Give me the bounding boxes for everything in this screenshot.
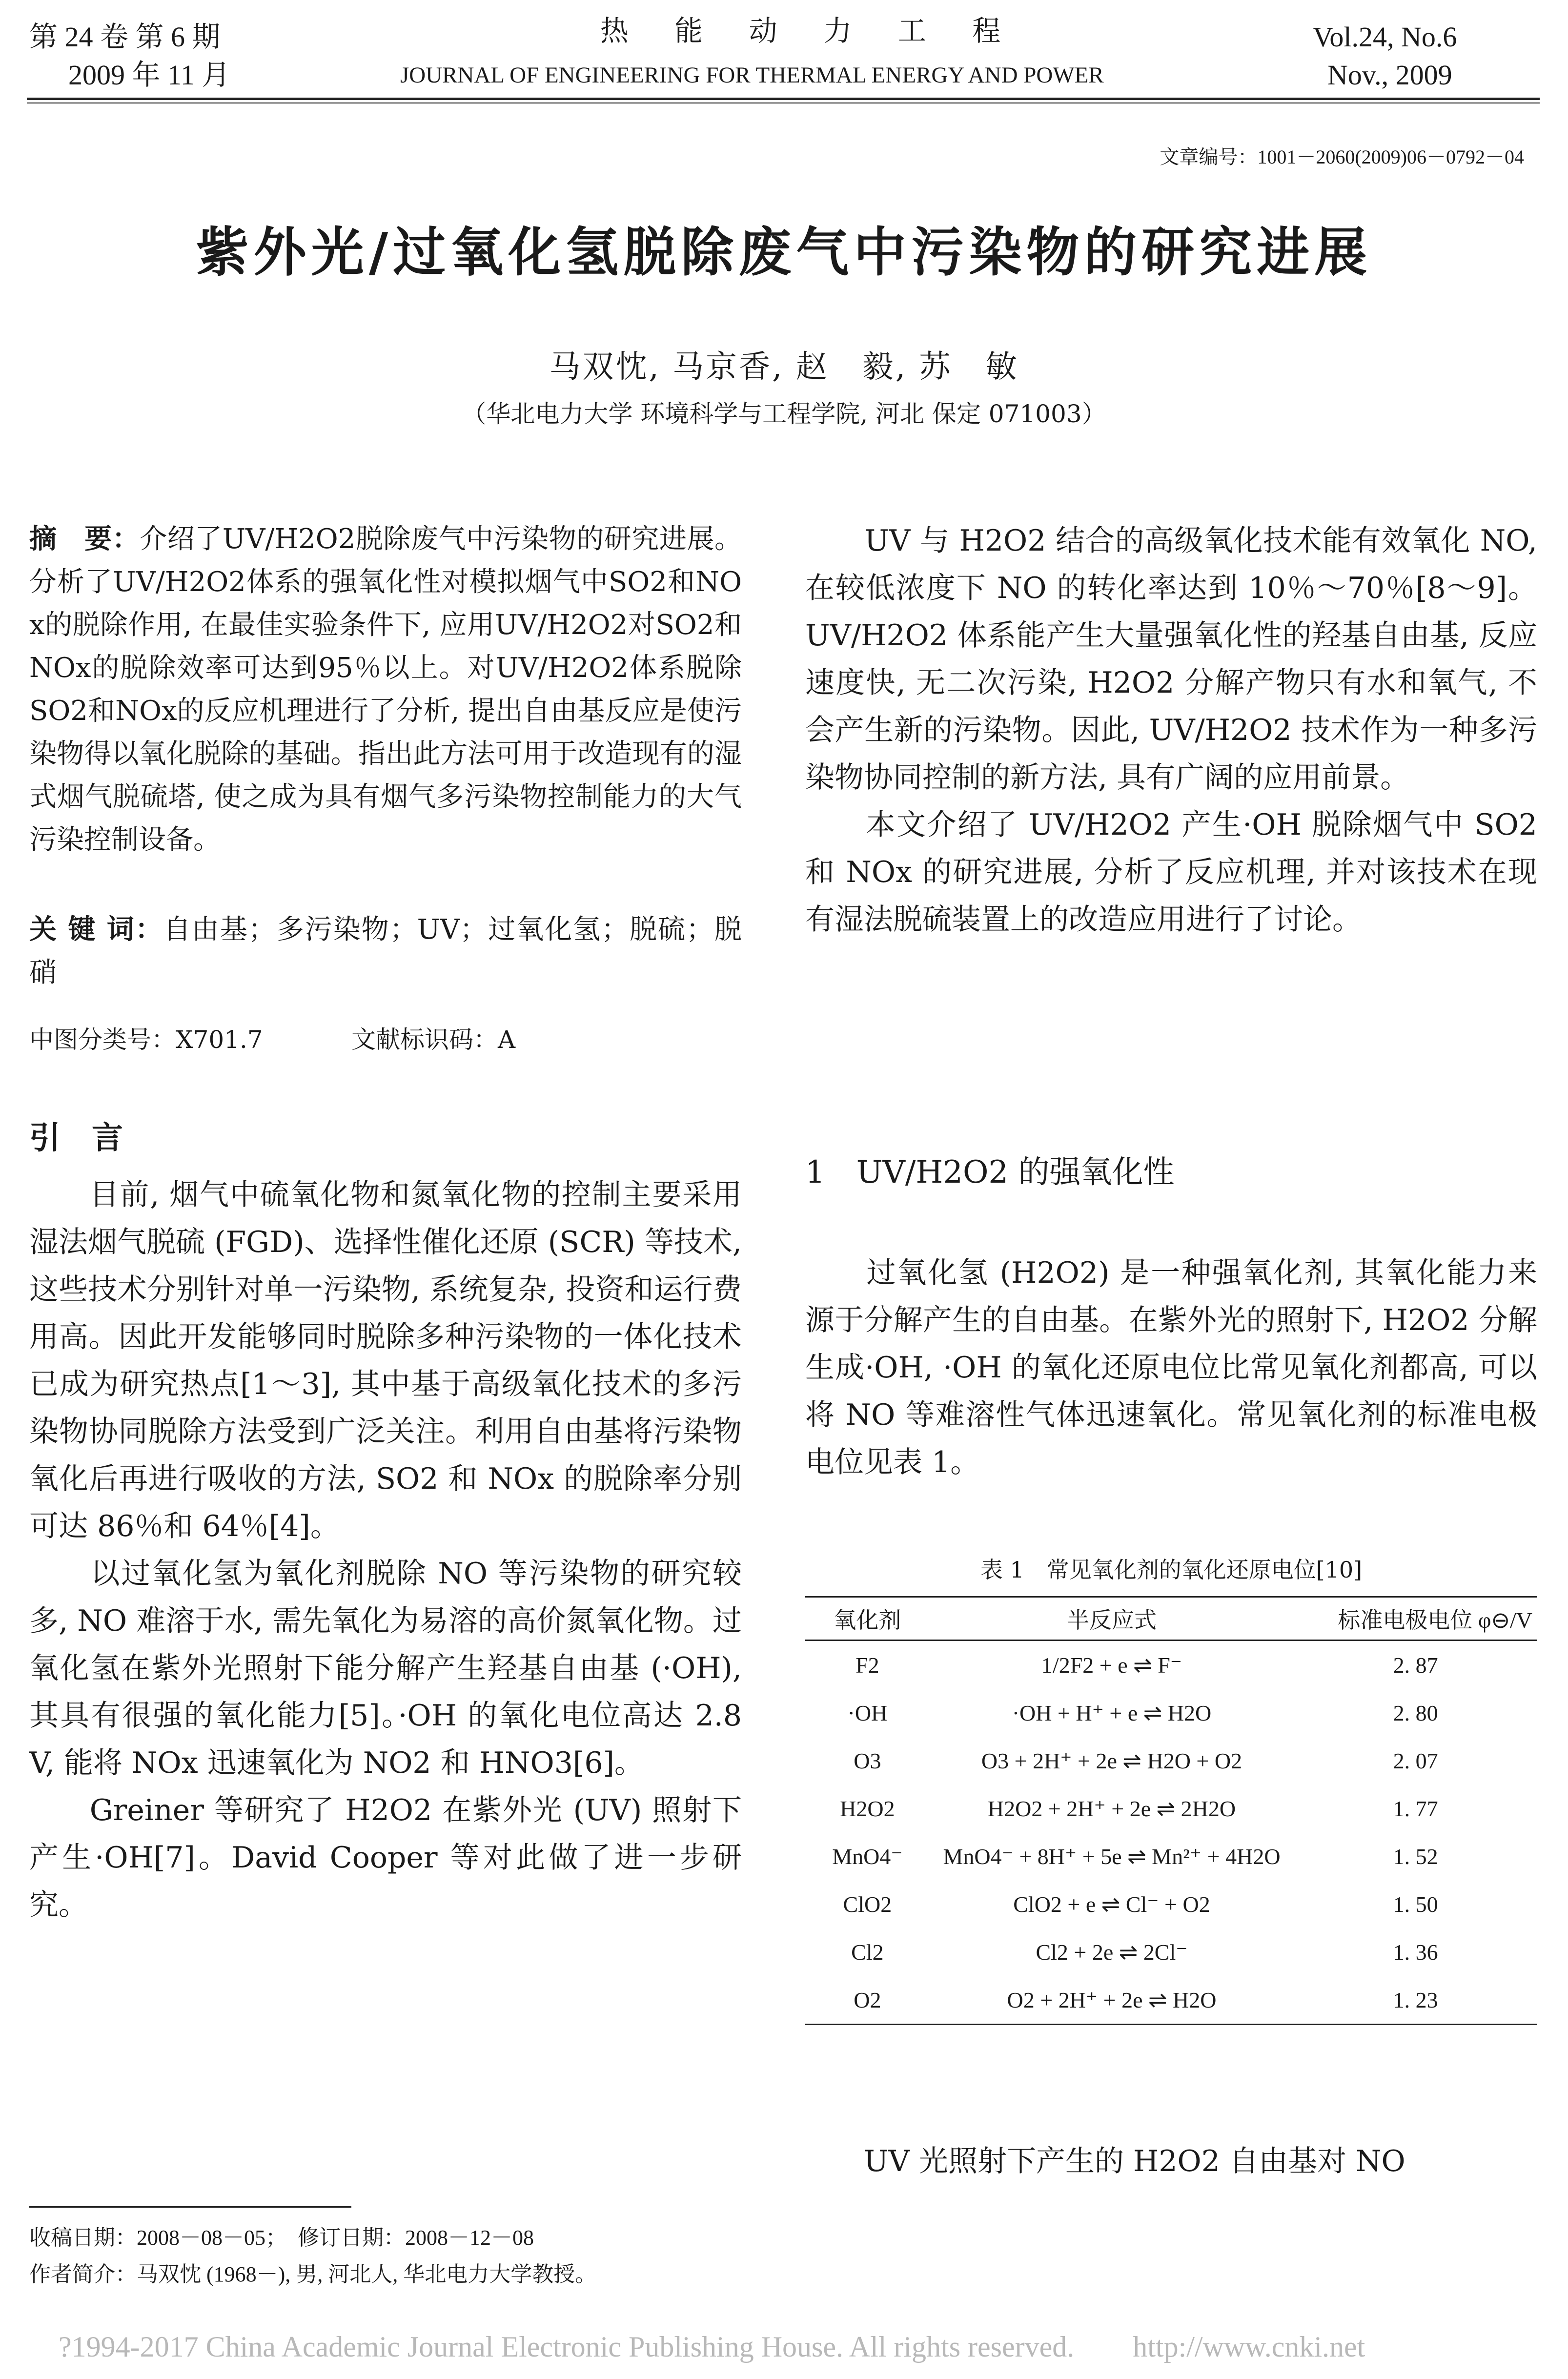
table-row: [805, 1784, 1537, 1832]
table-row: [805, 1928, 1537, 1976]
table-cell: Cl2: [851, 1939, 884, 1965]
table-cell: ·OH + H⁺ + e ⇌ H2O: [1012, 1701, 1212, 1725]
footnote-rule: [29, 2206, 351, 2208]
table-cell: ClO2: [843, 1891, 892, 1917]
journal-date-cn: 2009 年 11 月: [68, 59, 230, 91]
journal-name-cn: 热 能 动 力 工 程: [600, 15, 1020, 47]
right-paragraph-1: UV 与 H2O2 结合的高级氧化技术能有效氧化 NO, 在较低浓度下 NO 的转化率达到 10％～70％[8～9]。UV/H2O2 体系能产生大量强氧化性的羟基自由基, 反应速度快, 无二次污染, H2O2 分解产物只有水和氧气, 不会产生新的污染物。因此, UV/H2O2 技术作为一种多污染物协同控制的新方法, 具有广阔的应用前景。: [805, 524, 1537, 795]
table-cell: H2O2: [840, 1796, 895, 1821]
intro-heading: 引 言: [29, 1120, 123, 1156]
article-number: 文章编号：1001－2060(2009)06－0792－04: [1160, 146, 1524, 168]
table-cell: 2. 80: [1393, 1700, 1438, 1725]
authors: 马双忱, 马京香, 赵 毅, 苏 敏: [549, 349, 1019, 385]
right-paragraph-2: 本文介绍了 UV/H2O2 产生·OH 脱除烟气中 SO2 和 NOx 的研究进展, 分析了反应机理, 并对该技术在现有湿法脱硫装置上的改造应用进行了讨论。: [805, 808, 1537, 937]
journal-name-en: JOURNAL OF ENGINEERING FOR THERMAL ENERGY AND POWER: [400, 62, 1104, 88]
table-cell: O2: [805, 1976, 930, 2025]
table-row: [805, 1976, 1537, 2025]
table-cell: O3: [854, 1748, 881, 1773]
table-cell: F2: [855, 1652, 879, 1678]
table-cell: MnO4⁻: [832, 1844, 903, 1869]
cnki-watermark: ?1994-2017 China Academic Journal Electronic Publishing House. All rights reserved. http://www.cnki.net: [59, 2331, 1365, 2363]
table-caption: 表 1 常见氧化剂的氧化还原电位[10]: [980, 1557, 1363, 1583]
footnote-received: 收稿日期：2008－08－05； 修订日期：2008－12－08: [29, 2226, 534, 2250]
table-cell: 2. 87: [1393, 1652, 1438, 1678]
left-body: [29, 1171, 742, 1929]
section-1-heading: 1 UV/H2O2 的强氧化性: [805, 1154, 1175, 1190]
left-paragraph-1: 目前, 烟气中硫氧化物和氮氧化物的控制主要采用湿法烟气脱硫 (FGD)、选择性催化还原 (SCR) 等技术, 这些技术分别针对单一污染物, 系统复杂, 投资和运行费用高。因此开发能够同时脱除多种污染物的一体化技术已成为研究热点[1～3], 其中基于高级氧化技术的多污染物协同脱除方法受到广泛关注。利用自由基将污染物氧化后再进行吸收的方法, SO2 和 NOx 的脱除率分别可达 86％和 64％[4]。: [29, 1178, 742, 1543]
abstract-text: 介绍了UV/H2O2脱除废气中污染物的研究进展。分析了UV/H2O2体系的强氧化性对模拟烟气中SO2和NOx的脱除作用, 在最佳实验条件下, 应用UV/H2O2对SO2和NOx的脱除效率可达到95％以上。对UV/H2O2体系脱除SO2和NOx的反应机理进行了分析, 提出自由基反应是使污染物得以氧化脱除的基础。指出此方法可用于改造现有的湿式烟气脱硫塔, 使之成为具有烟气多污染物控制能力的大气污染控制设备。: [29, 523, 742, 856]
right-after-table: UV 光照射下产生的 H2O2 自由基对 NO: [805, 2144, 1405, 2178]
table-cell: 1. 50: [1393, 1891, 1438, 1917]
left-paragraph-3: Greiner 等研究了 H2O2 在紫外光 (UV) 照射下产生·OH[7]。David Cooper 等对此做了进一步研究。: [29, 1793, 742, 1922]
left-paragraph-2: 以过氧化氢为氧化剂脱除 NO 等污染物的研究较多, NO 难溶于水, 需先氧化为易溶的高价氮氧化物。过氧化氢在紫外光照射下能分解产生羟基自由基 (·OH), 其具有很强的氧化能力[5]。·OH 的氧化电位高达 2.8 V, 能将 NOx 迅速氧化为 NO2 和 HNO3[6]。: [29, 1557, 742, 1780]
paper-title: 紫外光/过氧化氢脱除废气中污染物的研究进展: [196, 222, 1372, 283]
table-header-reaction: 半反应式: [930, 1597, 1294, 1641]
journal-volume-cn: 第 24 卷 第 6 期: [29, 21, 221, 53]
abstract: [29, 517, 742, 861]
table-cell: 1. 23: [1294, 1976, 1537, 2025]
table-cell: O2 + 2H⁺ + 2e ⇌ H2O: [930, 1976, 1294, 2025]
table-cell: 1. 52: [1393, 1844, 1438, 1869]
header-rule-thick: [27, 98, 1540, 100]
table-row: [805, 1832, 1537, 1880]
table-cell: 1. 36: [1393, 1939, 1438, 1965]
table-header-potential: 标准电极电位 φ⊖/V: [1294, 1597, 1537, 1641]
table-header-row: [805, 1597, 1537, 1641]
keywords: [29, 908, 742, 994]
right-body: [805, 517, 1537, 943]
table-cell: Cl2 + 2e ⇌ 2Cl⁻: [1036, 1940, 1188, 1965]
table-row: [805, 1689, 1537, 1737]
table-cell: ClO2 + e ⇌ Cl⁻ + O2: [1013, 1892, 1210, 1917]
oxidant-table: [805, 1596, 1537, 2025]
keywords-text: 自由基；多污染物；UV；过氧化氢；脱硫；脱硝: [29, 914, 742, 988]
table-cell: ·OH: [847, 1700, 888, 1725]
table-header-oxidant: 氧化剂: [805, 1597, 930, 1641]
table-cell: 2. 07: [1393, 1748, 1438, 1773]
table-cell: 1. 77: [1393, 1796, 1438, 1821]
section-1-body: 过氧化氢 (H2O2) 是一种强氧化剂, 其氧化能力来源于分解产生的自由基。在紫外光的照射下, H2O2 分解生成·OH, ·OH 的氧化还原电位比常见氧化剂都高, 可以将 NO 等难溶性气体迅速氧化。常见氧化剂的标准电极电位见表 1。: [805, 1256, 1537, 1479]
classification-number: 中图分类号：X701.7: [29, 1025, 263, 1054]
table-row: [805, 1641, 1537, 1689]
journal-volume-en: Vol.24, No.6: [1313, 21, 1457, 53]
footnote-author: 作者简介：马双忱 (1968－), 男, 河北人, 华北电力大学教授。: [29, 2262, 597, 2286]
table-cell: O3 + 2H⁺ + 2e ⇌ H2O + O2: [981, 1748, 1242, 1773]
journal-date-en: Nov., 2009: [1327, 59, 1452, 91]
table-cell: 1/2F2 + e ⇌ F⁻: [1041, 1653, 1182, 1678]
affiliation: （华北电力大学 环境科学与工程学院, 河北 保定 071003）: [462, 400, 1106, 428]
abstract-label: 摘 要：: [29, 523, 140, 555]
table-row: [805, 1737, 1537, 1784]
table-row: [805, 1880, 1537, 1928]
table-cell: H2O2 + 2H⁺ + 2e ⇌ 2H2O: [987, 1796, 1236, 1821]
document-code: 文献标识码：A: [351, 1025, 516, 1054]
table-cell: MnO4⁻ + 8H⁺ + 5e ⇌ Mn²⁺ + 4H2O: [943, 1844, 1281, 1869]
keywords-label: 关 键 词：: [29, 913, 163, 945]
